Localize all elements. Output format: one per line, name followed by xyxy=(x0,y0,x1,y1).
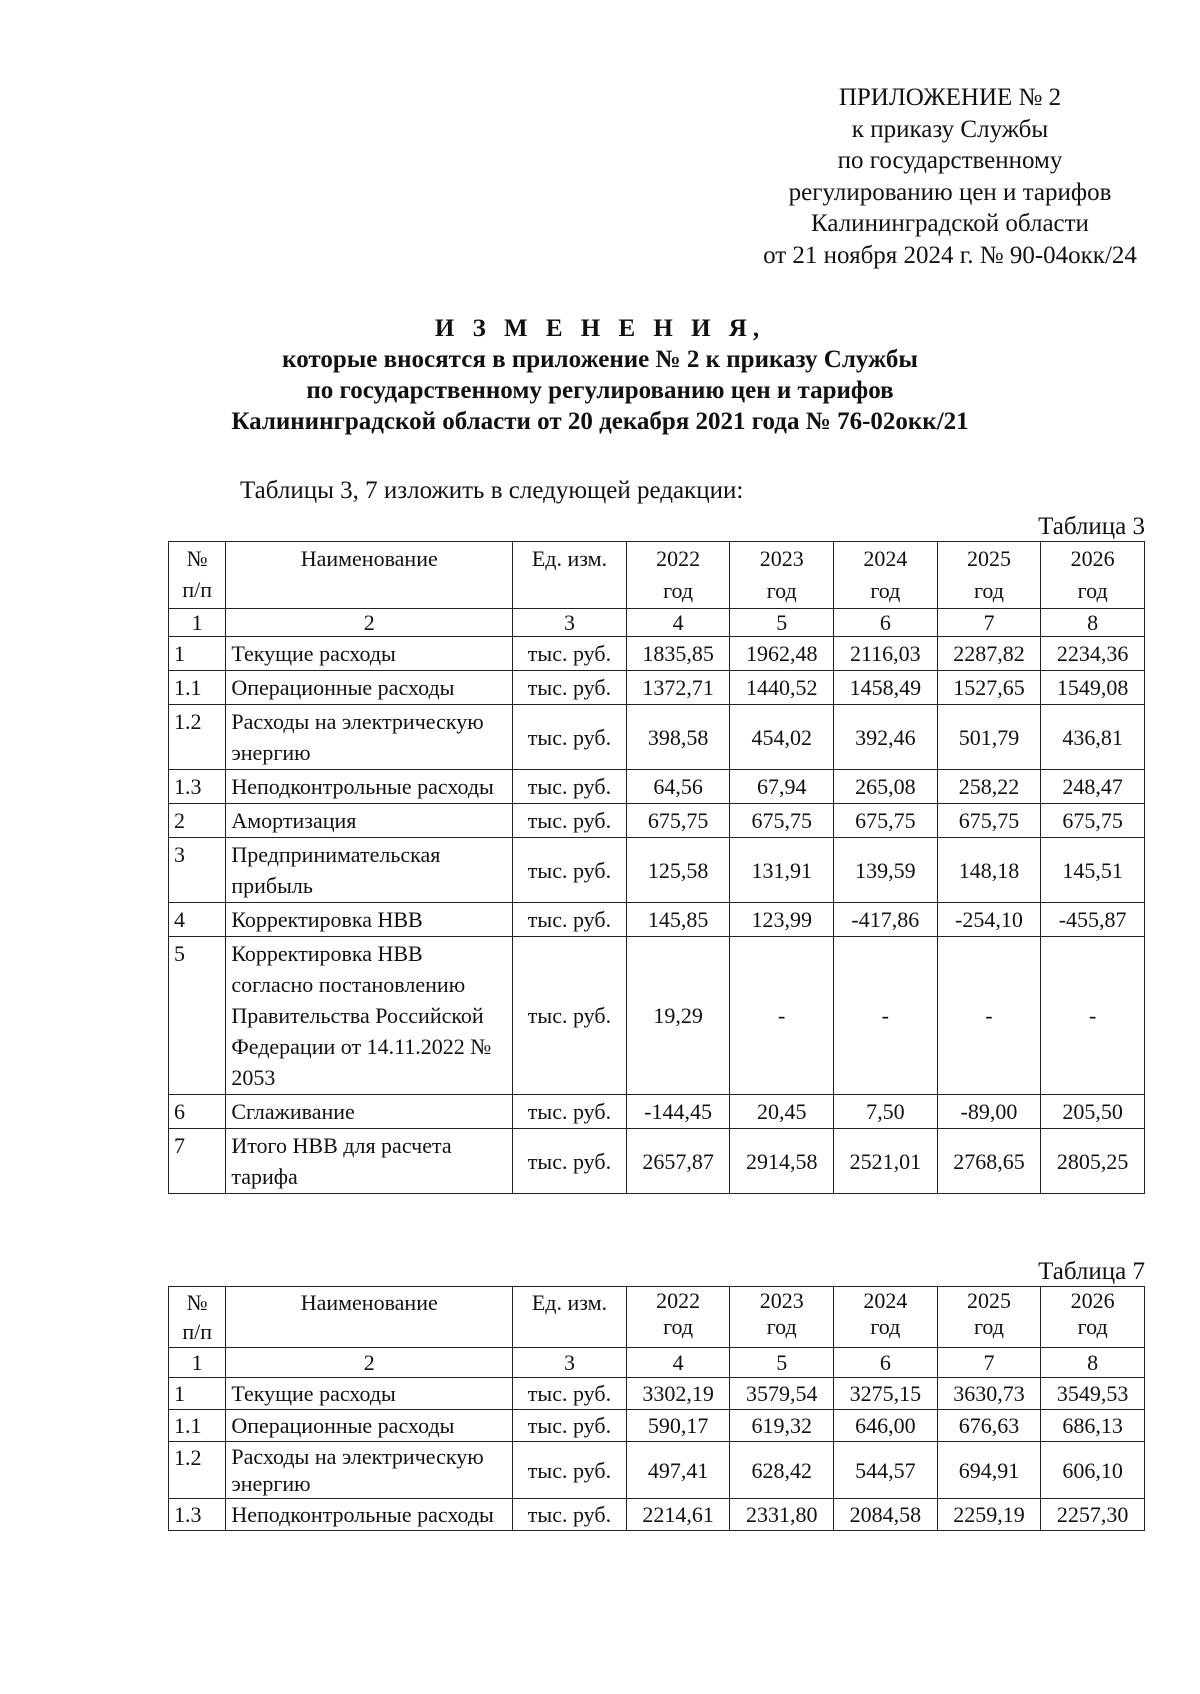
row-value: -417,86 xyxy=(834,903,938,937)
row-value: 1527,65 xyxy=(937,671,1041,705)
header-year-number: 2024 xyxy=(863,546,908,571)
header-year-suffix: год xyxy=(1077,1314,1108,1339)
header-year xyxy=(626,542,730,609)
row-value: - xyxy=(937,937,1041,1095)
header-year-number: 2022 xyxy=(656,546,701,571)
row-value: 675,75 xyxy=(937,804,1041,838)
table-row xyxy=(169,1129,1145,1194)
row-value: 148,18 xyxy=(937,838,1041,903)
column-index-cell: 7 xyxy=(937,609,1041,637)
header-year-suffix: год xyxy=(870,578,901,603)
header-number-symbol: № xyxy=(186,1290,208,1315)
column-index-cell: 7 xyxy=(937,1348,1041,1378)
header-year xyxy=(1041,542,1145,609)
appendix-line: к приказу Службы xyxy=(851,115,1049,143)
row-value: 139,59 xyxy=(834,838,938,903)
row-number: 1 xyxy=(169,637,226,671)
header-year-number: 2026 xyxy=(1070,1288,1115,1313)
row-unit: тыс. руб. xyxy=(513,1378,627,1410)
row-value: 145,51 xyxy=(1041,838,1145,903)
row-number: 1.3 xyxy=(169,1499,226,1531)
header-number-label: п/п xyxy=(182,577,212,602)
header-number-symbol: № xyxy=(186,546,208,571)
row-name: Операционные расходы xyxy=(226,1410,513,1442)
row-name: Расходы на электрическую энергию xyxy=(226,1442,513,1499)
row-value: 1458,49 xyxy=(834,671,938,705)
row-number: 2 xyxy=(169,804,226,838)
row-name: Сглаживание xyxy=(226,1095,513,1129)
appendix-line: регулированию цен и тарифов xyxy=(788,178,1112,206)
column-index-cell: 5 xyxy=(730,609,834,637)
row-value: 2259,19 xyxy=(937,1499,1041,1531)
header-year-suffix: год xyxy=(973,1314,1004,1339)
table-row xyxy=(169,770,1145,804)
column-index-cell: 2 xyxy=(226,1348,513,1378)
header-row xyxy=(169,542,1145,609)
row-value: - xyxy=(730,937,834,1095)
row-value: 675,75 xyxy=(834,804,938,838)
row-value: 2234,36 xyxy=(1041,637,1145,671)
header-year-number: 2025 xyxy=(966,546,1011,571)
row-value: 64,56 xyxy=(626,770,730,804)
header-unit: Ед. изм. xyxy=(513,1287,627,1348)
column-index-cell: 1 xyxy=(169,609,226,637)
row-value: 676,63 xyxy=(937,1410,1041,1442)
row-value: 675,75 xyxy=(626,804,730,838)
row-value: -144,45 xyxy=(626,1095,730,1129)
header-unit: Ед. изм. xyxy=(513,542,627,609)
row-value: 67,94 xyxy=(730,770,834,804)
row-unit: тыс. руб. xyxy=(513,705,627,770)
table-row xyxy=(169,671,1145,705)
row-value: 628,42 xyxy=(730,1442,834,1499)
header-name: Наименование xyxy=(226,542,513,609)
row-name: Предпринимательская прибыль xyxy=(226,838,513,903)
row-value: 2521,01 xyxy=(834,1129,938,1194)
row-value: 123,99 xyxy=(730,903,834,937)
row-value: 2116,03 xyxy=(834,637,938,671)
header-year xyxy=(730,542,834,609)
row-value: 1962,48 xyxy=(730,637,834,671)
row-unit: тыс. руб. xyxy=(513,1129,627,1194)
row-value: 205,50 xyxy=(1041,1095,1145,1129)
row-value: 2657,87 xyxy=(626,1129,730,1194)
row-unit: тыс. руб. xyxy=(513,903,627,937)
row-value: 2287,82 xyxy=(937,637,1041,671)
row-value: 3302,19 xyxy=(626,1378,730,1410)
header-year-number: 2023 xyxy=(759,1288,804,1313)
row-name: Неподконтрольные расходы xyxy=(226,1499,513,1531)
heading-line: Калининградской области от 20 декабря 2021 года № 76-02окк/21 xyxy=(231,408,969,435)
row-number: 1.1 xyxy=(169,1410,226,1442)
column-index-cell: 5 xyxy=(730,1348,834,1378)
column-index-row xyxy=(169,609,1145,637)
table-row xyxy=(169,1410,1145,1442)
row-value: 3549,53 xyxy=(1041,1378,1145,1410)
appendix-line: от 21 ноября 2024 г. № 90-04окк/24 xyxy=(763,241,1137,269)
column-index-cell: 4 xyxy=(626,609,730,637)
header-year-suffix: год xyxy=(663,1314,694,1339)
table-row xyxy=(169,1499,1145,1531)
row-value: 686,13 xyxy=(1041,1410,1145,1442)
row-unit: тыс. руб. xyxy=(513,937,627,1095)
appendix-block xyxy=(690,82,1200,271)
intro-text: Таблицы 3, 7 изложить в следующей редакции: xyxy=(240,477,744,504)
header-year-suffix: год xyxy=(766,578,797,603)
row-unit: тыс. руб. xyxy=(513,804,627,838)
header-year-number: 2022 xyxy=(656,1288,701,1313)
header-year xyxy=(730,1287,834,1348)
row-value: 2214,61 xyxy=(626,1499,730,1531)
row-unit: тыс. руб. xyxy=(513,1410,627,1442)
table-row xyxy=(169,705,1145,770)
appendix-line: по государственному xyxy=(837,147,1063,174)
header-number-cell xyxy=(169,542,226,609)
table-row xyxy=(169,1095,1145,1129)
row-value: 145,85 xyxy=(626,903,730,937)
row-value: 1440,52 xyxy=(730,671,834,705)
row-number: 4 xyxy=(169,903,226,937)
row-number: 1.3 xyxy=(169,770,226,804)
row-name: Операционные расходы xyxy=(226,671,513,705)
header-year-suffix: год xyxy=(973,578,1004,603)
header-year xyxy=(937,542,1041,609)
header-year-suffix: год xyxy=(1077,578,1108,603)
table7-caption: Таблица 7 xyxy=(1038,1258,1145,1285)
row-value: 544,57 xyxy=(834,1442,938,1499)
header-row xyxy=(169,1287,1145,1348)
row-unit: тыс. руб. xyxy=(513,1442,627,1499)
table7 xyxy=(168,1286,1145,1531)
header-year xyxy=(1041,1287,1145,1348)
table3-caption: Таблица 3 xyxy=(1038,513,1145,540)
row-unit: тыс. руб. xyxy=(513,1095,627,1129)
row-value: 694,91 xyxy=(937,1442,1041,1499)
row-name: Амортизация xyxy=(226,804,513,838)
header-year-number: 2025 xyxy=(966,1288,1011,1313)
table-row xyxy=(169,637,1145,671)
row-value: 1549,08 xyxy=(1041,671,1145,705)
row-value: 2805,25 xyxy=(1041,1129,1145,1194)
column-index-cell: 1 xyxy=(169,1348,226,1378)
document-title: И З М Е Н Е Н И Я, xyxy=(434,315,766,342)
row-value: 606,10 xyxy=(1041,1442,1145,1499)
row-value: 1835,85 xyxy=(626,637,730,671)
row-name: Расходы на электрическую энергию xyxy=(226,705,513,770)
row-value: 619,32 xyxy=(730,1410,834,1442)
header-year xyxy=(834,1287,938,1348)
heading-line: по государственному регулированию цен и тарифов xyxy=(306,377,894,404)
row-number: 1.2 xyxy=(169,1442,226,1499)
column-index-cell: 6 xyxy=(834,609,938,637)
column-index-cell: 8 xyxy=(1041,609,1145,637)
column-index-cell: 2 xyxy=(226,609,513,637)
header-name: Наименование xyxy=(226,1287,513,1348)
row-value: 2257,30 xyxy=(1041,1499,1145,1531)
column-index-cell: 4 xyxy=(626,1348,730,1378)
row-value: -89,00 xyxy=(937,1095,1041,1129)
row-value: 19,29 xyxy=(626,937,730,1095)
document-heading xyxy=(0,313,1200,437)
header-year-suffix: год xyxy=(870,1314,901,1339)
header-year-number: 2024 xyxy=(863,1288,908,1313)
row-value: 436,81 xyxy=(1041,705,1145,770)
row-value: 675,75 xyxy=(730,804,834,838)
table-row xyxy=(169,1378,1145,1410)
header-year xyxy=(834,542,938,609)
row-value: 454,02 xyxy=(730,705,834,770)
row-unit: тыс. руб. xyxy=(513,838,627,903)
row-value: 3630,73 xyxy=(937,1378,1041,1410)
row-name: Текущие расходы xyxy=(226,1378,513,1410)
table-row xyxy=(169,903,1145,937)
heading-line: которые вносятся в приложение № 2 к приказу Службы xyxy=(282,346,918,373)
table3 xyxy=(168,541,1145,1194)
row-unit: тыс. руб. xyxy=(513,1499,627,1531)
row-value: 392,46 xyxy=(834,705,938,770)
column-index-cell: 8 xyxy=(1041,1348,1145,1378)
table-row xyxy=(169,937,1145,1095)
appendix-line: ПРИЛОЖЕНИЕ № 2 xyxy=(838,84,1062,111)
row-value: 1372,71 xyxy=(626,671,730,705)
row-value: 248,47 xyxy=(1041,770,1145,804)
row-number: 7 xyxy=(169,1129,226,1194)
row-value: 646,00 xyxy=(834,1410,938,1442)
row-value: 125,58 xyxy=(626,838,730,903)
row-value: 258,22 xyxy=(937,770,1041,804)
row-unit: тыс. руб. xyxy=(513,671,627,705)
row-value: 2084,58 xyxy=(834,1499,938,1531)
header-number-cell xyxy=(169,1287,226,1348)
appendix-line: Калининградской области xyxy=(811,210,1089,237)
row-value: 131,91 xyxy=(730,838,834,903)
header-number-label: п/п xyxy=(182,1319,212,1344)
row-name: Корректировка НВВ xyxy=(226,903,513,937)
header-year-suffix: год xyxy=(766,1314,797,1339)
row-value: 398,58 xyxy=(626,705,730,770)
header-year-number: 2023 xyxy=(759,546,804,571)
row-value: 675,75 xyxy=(1041,804,1145,838)
row-number: 1 xyxy=(169,1378,226,1410)
row-value: 2914,58 xyxy=(730,1129,834,1194)
row-name: Итого НВВ для расчета тарифа xyxy=(226,1129,513,1194)
row-value: 2768,65 xyxy=(937,1129,1041,1194)
row-value: 3275,15 xyxy=(834,1378,938,1410)
row-value: - xyxy=(1041,937,1145,1095)
row-value: 2331,80 xyxy=(730,1499,834,1531)
header-year-number: 2026 xyxy=(1070,546,1115,571)
row-number: 1.2 xyxy=(169,705,226,770)
column-index-row xyxy=(169,1348,1145,1378)
row-value: -254,10 xyxy=(937,903,1041,937)
table-row xyxy=(169,1442,1145,1499)
column-index-cell: 3 xyxy=(513,1348,627,1378)
row-value: 265,08 xyxy=(834,770,938,804)
row-value: 20,45 xyxy=(730,1095,834,1129)
row-name: Корректировка НВВ согласно постановлению Правительства Российской Федерации от 14.11.2022 № 2053 xyxy=(226,937,513,1095)
row-value: 501,79 xyxy=(937,705,1041,770)
row-value: 497,41 xyxy=(626,1442,730,1499)
header-year xyxy=(937,1287,1041,1348)
row-number: 1.1 xyxy=(169,671,226,705)
row-unit: тыс. руб. xyxy=(513,637,627,671)
row-value: -455,87 xyxy=(1041,903,1145,937)
column-index-cell: 6 xyxy=(834,1348,938,1378)
column-index-cell: 3 xyxy=(513,609,627,637)
table-row xyxy=(169,804,1145,838)
row-number: 5 xyxy=(169,937,226,1095)
row-name: Неподконтрольные расходы xyxy=(226,770,513,804)
header-year-suffix: год xyxy=(663,578,694,603)
row-value: 3579,54 xyxy=(730,1378,834,1410)
row-number: 3 xyxy=(169,838,226,903)
row-value: 7,50 xyxy=(834,1095,938,1129)
row-value: - xyxy=(834,937,938,1095)
row-value: 590,17 xyxy=(626,1410,730,1442)
row-name: Текущие расходы xyxy=(226,637,513,671)
header-year xyxy=(626,1287,730,1348)
row-number: 6 xyxy=(169,1095,226,1129)
row-unit: тыс. руб. xyxy=(513,770,627,804)
table-row xyxy=(169,838,1145,903)
